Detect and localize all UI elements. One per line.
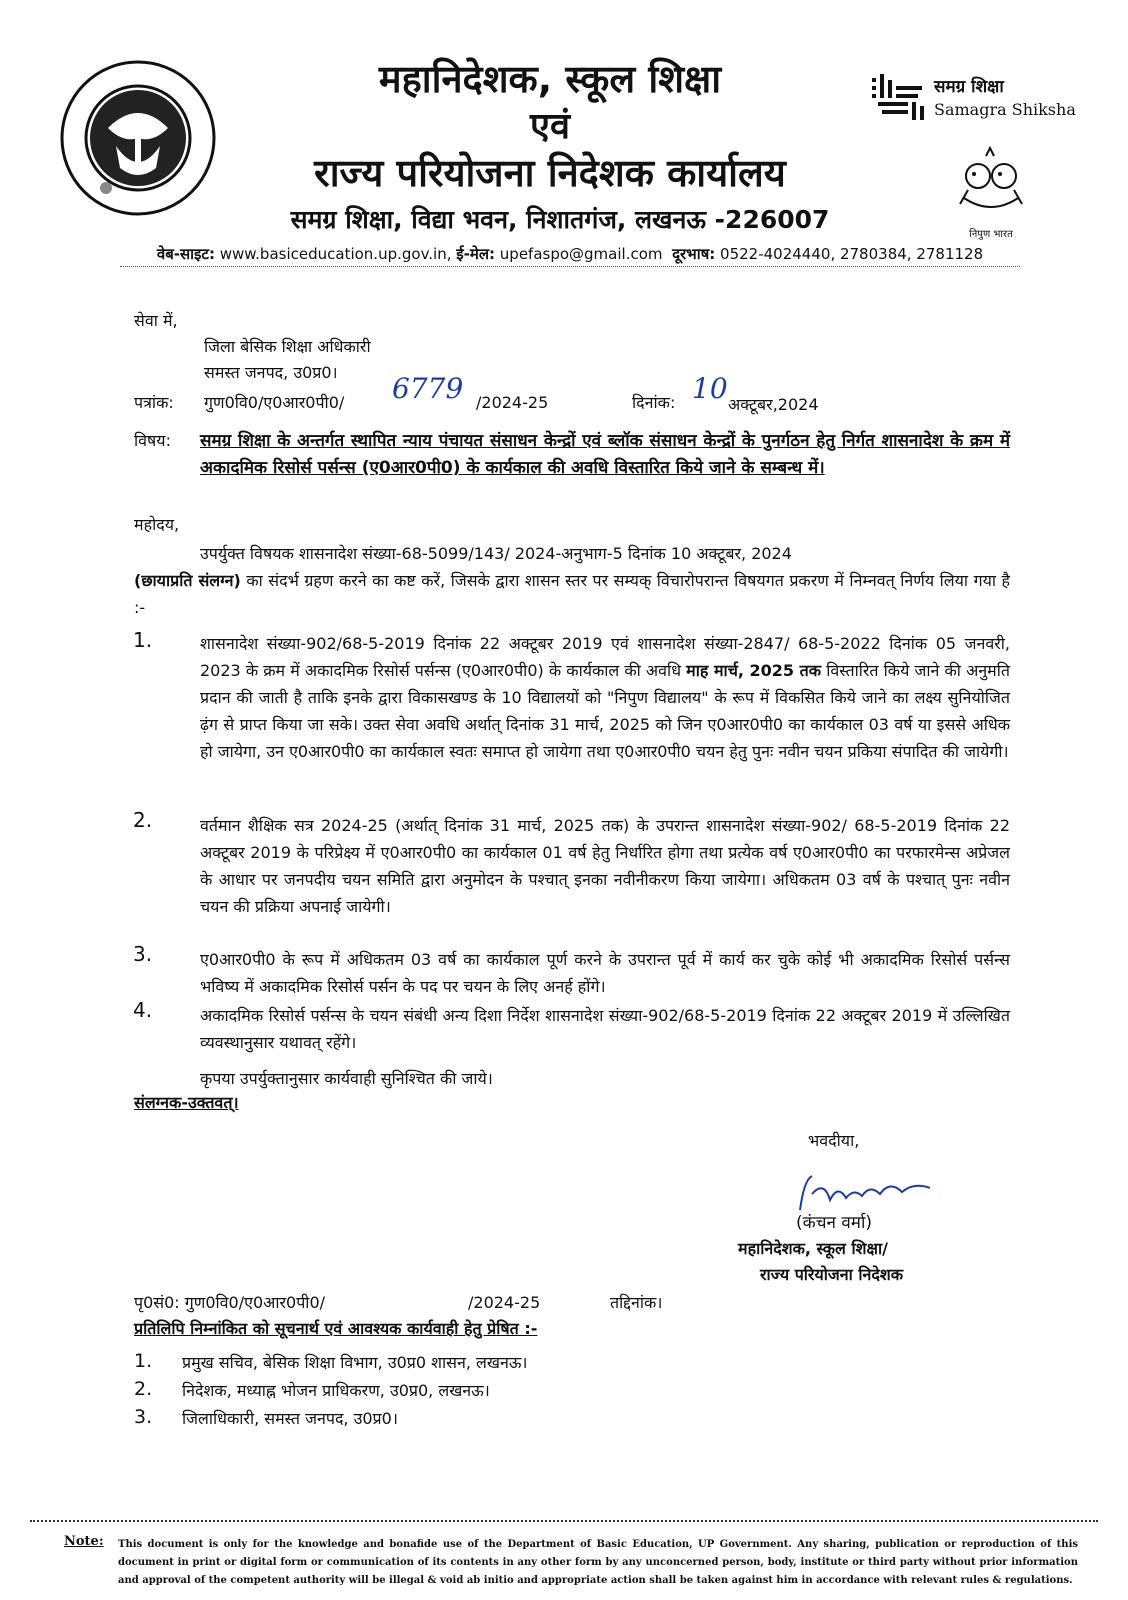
website-link[interactable]: www.basiceducation.up.gov.in, bbox=[219, 245, 452, 263]
salutation-to: सेवा में, bbox=[134, 311, 178, 330]
date-rest: अक्टूबर,2024 bbox=[728, 395, 819, 414]
copy-heading: प्रतिलिपि निम्नांकित को सूचनार्थ एवं आवश्यक कार्यवाही हेतु प्रेषित :- bbox=[134, 1319, 538, 1338]
subject-text: समग्र शिक्षा के अन्तर्गत स्थापित न्याय पंचायत संसाधन केन्द्रों एवं ब्लॉक संसाधन केन्द्रों के पुनर्गठन हेतु निर्गत शासनादेश के क्रम में अकादमिक रिसोर्स पर्सन्स (ए0आर0पी0) के कार्यकाल की अवधि विस्तारित किये जाने के सम्बन्ध में। bbox=[200, 431, 1010, 478]
point-4: अकादमिक रिसोर्स पर्सन्स के चयन संबंधी अन्य दिशा निर्देश शासनादेश संख्या-902/68-5-2019 दिनांक 22 अक्टूबर 2019 में उल्लिखित व्यवस्थानुसार यथावत् रहेंगे। bbox=[200, 1006, 1010, 1052]
nipun-bharat-logo bbox=[946, 146, 1036, 242]
point-1-text: शासनादेश संख्या-902/68-5-2019 दिनांक 22 अक्टूबर 2019 एवं शासनादेश संख्या-2847/ 68-5-2022 दिनांक 05 जनवरी, 2023 के क्रम में अकादमिक रिसोर्स पर्सन्स (ए0आर0पी0) के कार्यकाल की अवधि bbox=[200, 634, 1010, 680]
point-number: 4. bbox=[133, 998, 153, 1022]
office-address: समग्र शिक्षा, विद्या भवन, निशातगंज, लखनऊ -226007 bbox=[290, 205, 830, 234]
samagra-shiksha-icon bbox=[868, 72, 928, 122]
ref-number-handwritten: 6779 bbox=[392, 372, 464, 405]
date-label: दिनांक: bbox=[632, 393, 676, 412]
point-number: 3. bbox=[133, 942, 153, 966]
point-number: 1. bbox=[133, 628, 153, 652]
email-label: ई-मेल: bbox=[456, 245, 496, 263]
copy-date: तद्दिनांक। bbox=[610, 1293, 663, 1312]
email-link[interactable]: upefaspo@gmail.com bbox=[499, 245, 663, 263]
copy-item-number: 1. bbox=[134, 1350, 153, 1372]
intro-text: का संदर्भ ग्रहण करने का कष्ट करें, जिसके द्वारा शासन स्तर पर सम्यक् विचारोपरान्त विषयगत प्रकरण में निम्नवत् निर्णय लिया गया है :- bbox=[134, 571, 1011, 617]
point-number: 2. bbox=[133, 808, 153, 832]
ref-prefix: गुण0वि0/ए0आर0पी0/ bbox=[204, 393, 345, 412]
ref-label: पत्रांक: bbox=[134, 393, 174, 412]
signatory-designation2: राज्य परियोजना निदेशक bbox=[760, 1265, 904, 1284]
copy-item: निदेशक, मध्याह्न भोजन प्राधिकरण, उ0प्र0, लखनऊ। bbox=[182, 1381, 490, 1400]
signatory-designation1: महानिदेशक, स्कूल शिक्षा/ bbox=[738, 1239, 888, 1258]
samagra-shiksha-english: Samagra Shiksha bbox=[934, 100, 1076, 119]
nipun-bharat-caption: निपुण भारत bbox=[969, 229, 1013, 240]
contact-line bbox=[120, 244, 1020, 264]
copy-item-number: 2. bbox=[134, 1378, 153, 1400]
closing: भवदीया, bbox=[808, 1131, 860, 1150]
greeting: महोदय, bbox=[134, 515, 180, 534]
signatory-name: (कंचन वर्मा) bbox=[796, 1213, 872, 1233]
nipun-bharat-mascot-icon bbox=[946, 146, 1036, 222]
ref-suffix: /2024-25 bbox=[476, 393, 549, 412]
copy-ref-suffix: /2024-25 bbox=[468, 1293, 541, 1312]
note-label: Note: bbox=[64, 1534, 104, 1549]
recipient-line1: जिला बेसिक शिक्षा अधिकारी bbox=[204, 337, 371, 356]
recipient-line2: समस्त जनपद, उ0प्र0। bbox=[204, 363, 338, 382]
copy-item: प्रमुख सचिव, बेसिक शिक्षा विभाग, उ0प्र0 शासन, लखनऊ। bbox=[182, 1353, 528, 1372]
copy-item-number: 3. bbox=[134, 1406, 153, 1428]
samagra-shiksha-hindi: समग्र शिक्षा bbox=[934, 77, 1004, 97]
phone-numbers: 0522-4024440, 2780384, 2781128 bbox=[720, 245, 984, 263]
website-label: वेब-साइट: bbox=[156, 245, 215, 263]
note-text: This document is only for the knowledge and bonafide use of the Department of Basic Education, UP Government. Any sharing, publication or reproduction of this document in print or digital form or communication of its contents in any other form by any unconcerned person, body, institute or third party without prior information and approval of the competent authority will be illegal & void ab initio and appropriate action shall be taken against him in accordance with relevant rules & regulations. bbox=[118, 1539, 1078, 1586]
intro-enclosure-note: (छायाप्रति संलग्न) bbox=[134, 571, 241, 590]
phone-label: दूरभाष: bbox=[672, 245, 716, 263]
point-3: ए0आर0पी0 के रूप में अधिकतम 03 वर्ष का कार्यकाल पूर्ण करने के उपरान्त पूर्व में कार्य कर चुके कोई भी अकादमिक रिसोर्स पर्सन्स भविष्य में अकादमिक रिसोर्स पर्सन के पद पर चयन के लिए अनर्ह होंगे। bbox=[200, 950, 1010, 996]
intro-line1: उपर्युक्त विषयक शासनादेश संख्या-68-5099/143/ 2024-अनुभाग-5 दिनांक 10 अक्टूबर, 2024 bbox=[200, 544, 792, 563]
enclosure-line: संलग्नक-उक्तवत्। bbox=[134, 1093, 239, 1112]
up-government-emblem bbox=[58, 58, 218, 218]
copy-item: जिलाधिकारी, समस्त जनपद, उ0प्र0। bbox=[182, 1409, 398, 1428]
point-1 bbox=[200, 630, 1010, 765]
date-day-handwritten: 10 bbox=[692, 372, 728, 405]
request-line: कृपया उपर्युक्तानुसार कार्यवाही सुनिश्चित की जाये। bbox=[200, 1069, 493, 1088]
copy-ref-prefix: पृ0सं0: गुण0वि0/ए0आर0पी0/ bbox=[134, 1293, 326, 1312]
samagra-shiksha-logo bbox=[868, 68, 1098, 128]
intro-paragraph bbox=[134, 567, 1010, 621]
office-title-line3: राज्य परियोजना निदेशक कार्यालय bbox=[314, 151, 786, 195]
point-2: वर्तमान शैक्षिक सत्र 2024-25 (अर्थात् दिनांक 31 मार्च, 2025 तक) के उपरान्त शासनादेश संख्या-902/ 68-5-2019 दिनांक 22 अक्टूबर 2019 के परिप्रेक्ष्य में ए0आर0पी0 का कार्यकाल 01 वर्ष हेतु निर्धारित होगा तथा प्रत्येक वर्ष ए0आर0पी0 का परफारमेन्स अप्रेजल के आधार पर जनपदीय चयन समिति द्वारा अनुमोदन के पश्चात् इनका नवीनीकरण किया जायेगा। अधिकतम 03 वर्ष के पश्चात् पुनः नवीन चयन की प्रक्रिया अपनाई जायेगी। bbox=[200, 816, 1010, 916]
header-divider bbox=[120, 266, 1020, 267]
office-title-line2: एवं bbox=[530, 106, 570, 147]
footer-divider bbox=[30, 1520, 1098, 1522]
subject-label: विषय: bbox=[134, 431, 171, 450]
point-1-text-cont: विस्तारित किये जाने की अनुमति प्रदान की जाती है ताकि इनके द्वारा विकासखण्ड के 10 विद्यालयों को "निपुण विद्यालय" के रूप में विकसित किये जाने का लक्ष्य सुनियोजित ढ़ंग से प्राप्त किया जा सके। उक्त सेवा अवधि अर्थात् दिनांक 31 मार्च, 2025 को जिन ए0आर0पी0 का कार्यकाल 03 वर्ष या इससे अधिक हो जायेगा, उन ए0आर0पी0 का कार्यकाल स्वतः समाप्त हो जायेगा तथा ए0आर0पी0 चयन हेतु पुनः नवीन चयन प्रकिया संपादित की जायेगी। bbox=[200, 661, 1010, 761]
point-1-bold: माह मार्च, 2025 तक bbox=[686, 661, 822, 680]
office-title-line1: महानिदेशक, स्कूल शिक्षा bbox=[378, 57, 722, 101]
